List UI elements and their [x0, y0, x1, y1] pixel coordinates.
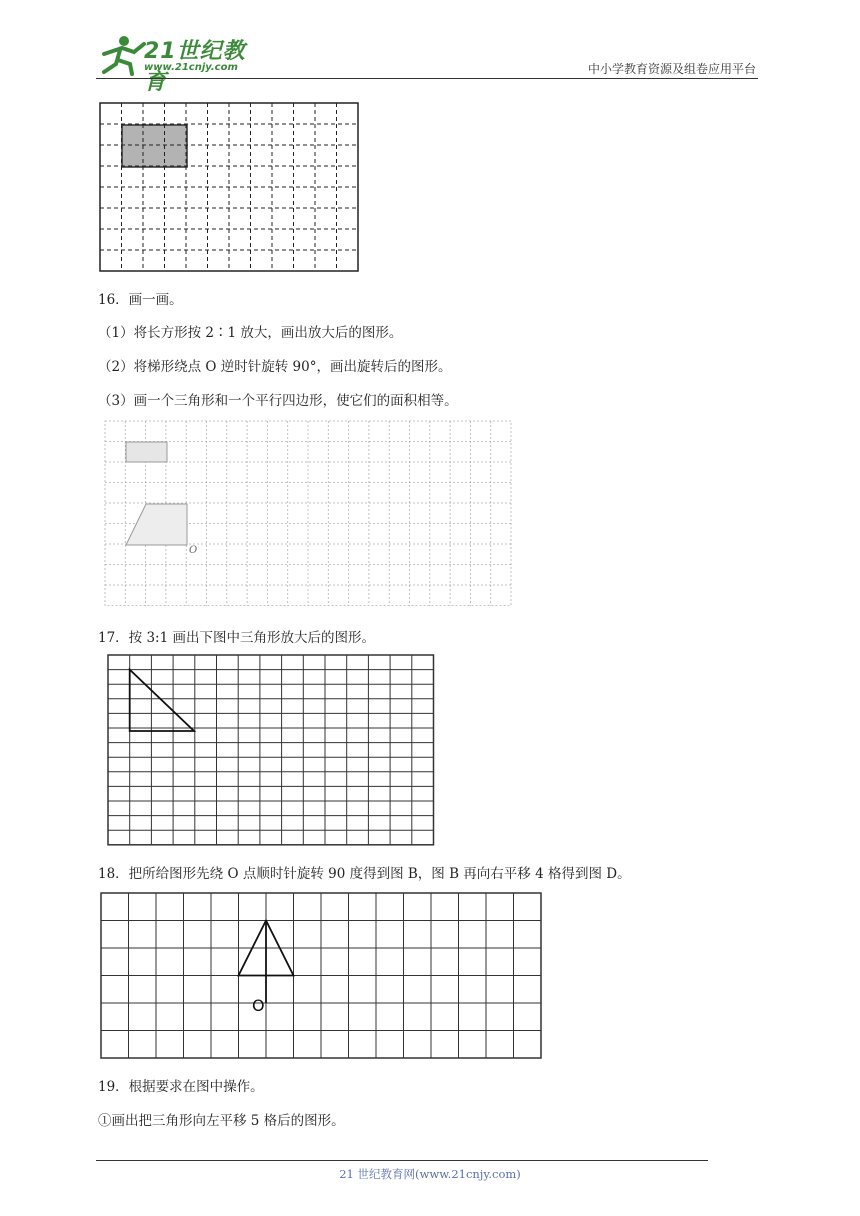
q18-point-label: O [252, 996, 265, 1015]
grid-border [108, 655, 434, 845]
header-divider [96, 78, 758, 79]
grid-arrow-figure [101, 893, 541, 1059]
footer-divider [96, 1160, 708, 1161]
q17-title: 17．按 3:1 画出下图中三角形放大后的图形。 [98, 630, 375, 646]
small-rectangle [126, 442, 167, 462]
q19-title: 19．根据要求在图中操作。 [98, 1079, 264, 1095]
q16-part-2: （2）将梯形绕点 O 逆时针旋转 90°，画出旋转后的图形。 [98, 359, 452, 375]
logo-text: 21世纪教育 [144, 39, 246, 95]
trapezoid-shape [126, 504, 187, 545]
q18-title: 18．把所给图形先绕 O 点顺时针旋转 90 度得到图 B，图 B 再向右平移 4 格得到图 D。 [98, 866, 631, 882]
q16-part-1: （1）将长方形按 2∶1 放大，画出放大后的图形。 [98, 325, 403, 341]
platform-title: 中小学教育资源及组卷应用平台 [587, 62, 756, 76]
right-triangle [130, 670, 194, 731]
site-logo [94, 32, 264, 95]
shaded-rectangle [122, 125, 187, 167]
q16-part-3: （3）画一个三角形和一个平行四边形，使它们的面积相等。 [98, 393, 458, 409]
q19-part-1: ①画出把三角形向左平移 5 格后的图形。 [98, 1113, 345, 1129]
q16-title: 16．画一画。 [98, 292, 183, 308]
logo-url: www.21cnjy.com [144, 62, 238, 73]
footer-text: 21 世纪教育网(www.21cnjy.com) [339, 1167, 521, 1181]
grid-triangle-figure [108, 655, 434, 845]
q16-point-label: O [189, 545, 198, 556]
grid-trapezoid-figure [105, 421, 513, 607]
grid-rectangle-figure [100, 103, 360, 274]
